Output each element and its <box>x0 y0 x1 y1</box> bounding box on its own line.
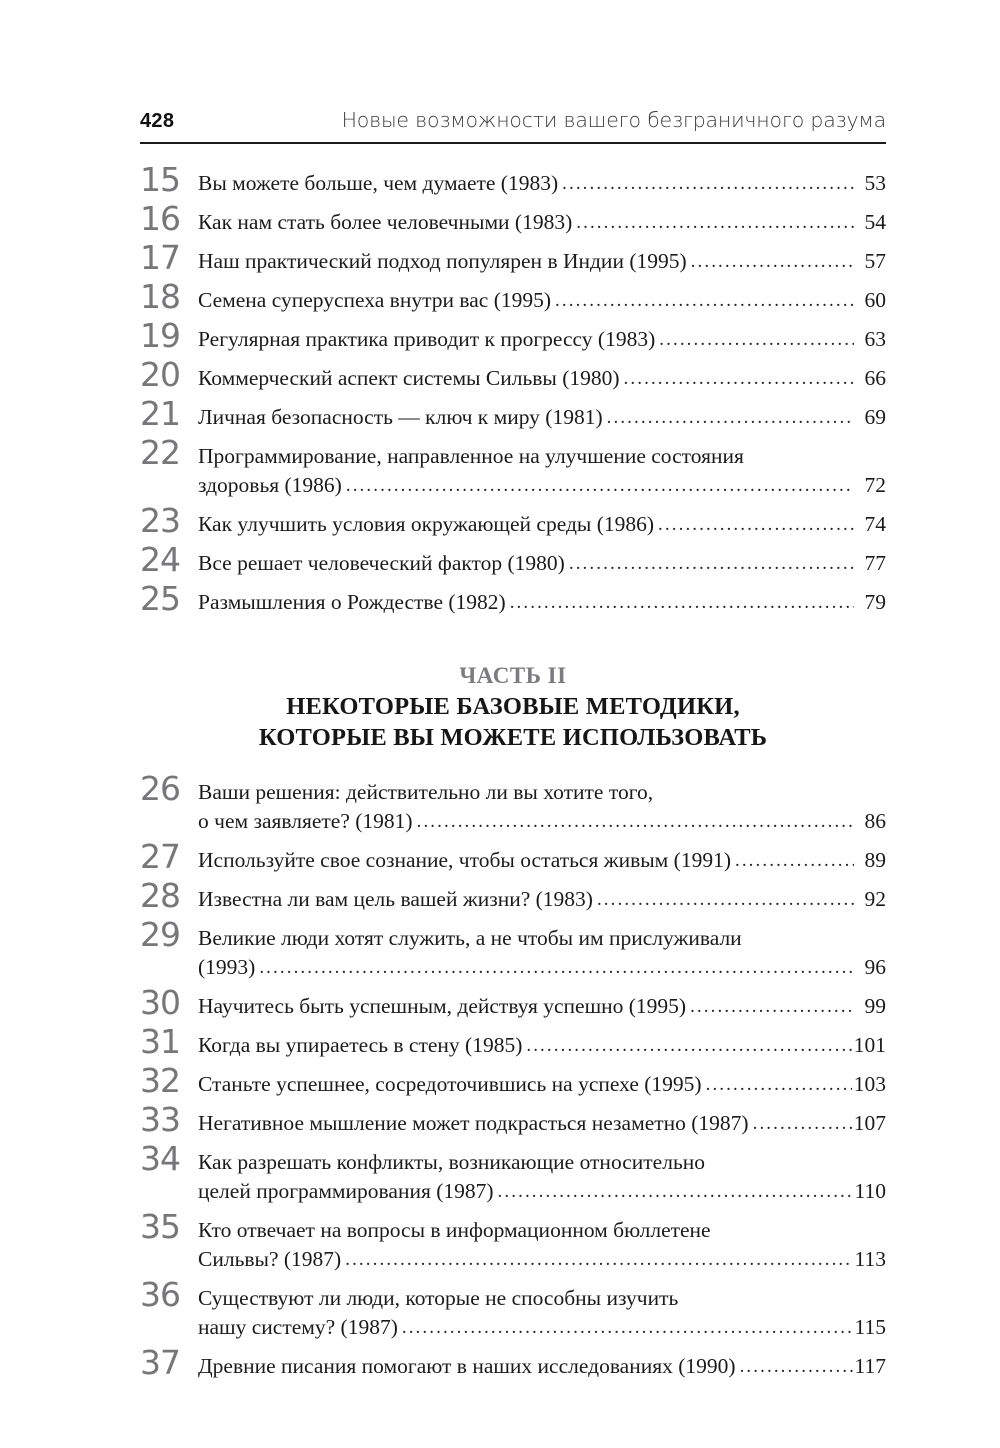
toc-entry-page-number: 115 <box>854 1315 886 1339</box>
toc-entry-body <box>198 917 886 984</box>
toc-entry-title-line <box>198 402 886 434</box>
toc-entry-number: 20 <box>140 355 180 394</box>
dot-leader <box>510 587 854 618</box>
toc-entry-title-line <box>198 363 886 395</box>
toc-entry-number: 27 <box>140 837 180 876</box>
dot-leader <box>659 324 854 355</box>
toc-entry-title-text: Размышления о Рождестве (1982) <box>198 590 506 614</box>
toc-entry-page-number: 60 <box>864 288 886 312</box>
toc-entry-body <box>198 1141 886 1208</box>
toc-entry-page-number: 72 <box>864 473 886 497</box>
toc-entry-number: 22 <box>140 433 180 472</box>
toc-entry-title-text: Известна ли вам цель вашей жизни? (1983) <box>198 887 593 911</box>
toc-entry-title-text: здоровья (1986) <box>198 473 342 497</box>
toc-entry-body <box>198 201 886 239</box>
toc-entry-body <box>198 1024 886 1062</box>
toc-entry-number: 34 <box>140 1139 180 1178</box>
toc-entry-title-continuation <box>198 470 886 502</box>
toc-entry-title-line <box>198 1283 886 1314</box>
toc-entry-body <box>198 435 886 502</box>
toc-entry-title-text: Научитесь быть успешным, действуя успешно (1995) <box>198 994 687 1018</box>
toc-entry-title-text: Кто отвечает на вопросы в информационном бюллетене <box>198 1218 711 1242</box>
toc-entry-title-text: Программирование, направленное на улучшение состояния <box>198 444 744 468</box>
toc-entry-title-line <box>198 324 886 356</box>
toc-entry-page-number: 110 <box>854 1179 886 1203</box>
toc-entry-number: 30 <box>140 983 180 1022</box>
toc-entry[interactable] <box>140 1063 886 1101</box>
part-heading-title-line-2: КОТОРЫЕ ВЫ МОЖЕТЕ ИСПОЛЬЗОВАТЬ <box>258 724 768 751</box>
toc-entry-title-line <box>198 777 886 808</box>
dot-leader <box>345 1244 852 1275</box>
toc-entry-body <box>198 985 886 1023</box>
toc-entry-page-number: 63 <box>864 327 886 351</box>
toc-entry[interactable] <box>140 318 886 356</box>
toc-entry-page-number: 57 <box>864 249 886 273</box>
toc-entry-number: 23 <box>140 501 180 540</box>
toc-entry-number: 21 <box>140 394 180 433</box>
toc-entry-title-line <box>198 991 886 1023</box>
toc-entry-page-number: 66 <box>864 366 886 390</box>
toc-entry-title-line <box>198 168 886 200</box>
page-content <box>140 108 886 1384</box>
toc-entry-number: 28 <box>140 876 180 915</box>
toc-entry-page-number: 117 <box>854 1354 886 1378</box>
toc-entry-title-text: Великие люди хотят служить, а не чтобы им прислуживали <box>198 926 742 950</box>
page-number: 428 <box>140 110 175 132</box>
toc-entry-number: 33 <box>140 1100 180 1139</box>
toc-entry-body <box>198 279 886 317</box>
dot-leader <box>706 1069 852 1100</box>
toc-entry-title-text: Когда вы упираетесь в стену (1985) <box>198 1033 523 1057</box>
toc-entry-title-line <box>198 1030 886 1062</box>
toc-entry-title-line <box>198 845 886 877</box>
toc-entry-title-continuation <box>198 1176 886 1208</box>
toc-entry-body <box>198 318 886 356</box>
toc-entry-title-text: о чем заявляете? (1981) <box>198 809 413 833</box>
toc-list-part-one <box>140 162 886 619</box>
part-heading <box>140 661 886 753</box>
toc-entry[interactable] <box>140 1102 886 1140</box>
toc-entry-title-line <box>198 285 886 317</box>
toc-entry-body <box>198 240 886 278</box>
toc-entry[interactable] <box>140 771 886 838</box>
toc-entry-page-number: 107 <box>853 1111 886 1135</box>
toc-entry[interactable] <box>140 1209 886 1276</box>
toc-entry-body <box>198 503 886 541</box>
toc-entry-number: 35 <box>140 1207 180 1246</box>
toc-entry-title-text: Коммерческий аспект системы Сильвы (1980) <box>198 366 620 390</box>
dot-leader <box>740 1351 853 1382</box>
dot-leader <box>346 470 854 501</box>
toc-entry-title-text: Как улучшить условия окружающей среды (1986) <box>198 512 655 536</box>
toc-entry-title-continuation <box>198 806 886 838</box>
toc-entry-title-line <box>198 1069 886 1101</box>
toc-entry-body <box>198 878 886 916</box>
toc-entry-number: 26 <box>140 769 180 808</box>
toc-entry-page-number: 69 <box>864 405 886 429</box>
toc-entry-page-number: 92 <box>864 887 886 911</box>
dot-leader <box>555 285 854 316</box>
toc-entry[interactable] <box>140 240 886 278</box>
toc-entry-page-number: 96 <box>864 955 886 979</box>
toc-entry-body <box>198 542 886 580</box>
toc-entry-title-text: нашу систему? (1987) <box>198 1315 398 1339</box>
dot-leader <box>624 363 854 394</box>
toc-entry-title-line <box>198 1215 886 1246</box>
toc-entry-body <box>198 1063 886 1101</box>
toc-entry-title-text: Сильвы? (1987) <box>198 1247 342 1271</box>
dot-leader <box>498 1176 853 1207</box>
running-header-title: Новые возможности вашего безграничного разума <box>341 108 886 132</box>
toc-entry[interactable] <box>140 917 886 984</box>
toc-entry-title-line <box>198 884 886 916</box>
toc-entry-body <box>198 839 886 877</box>
toc-entry[interactable] <box>140 435 886 502</box>
toc-entry-page-number: 113 <box>854 1247 886 1271</box>
toc-entry-title-text: Используйте свое сознание, чтобы остаться живым (1991) <box>198 848 731 872</box>
dot-leader <box>576 207 854 238</box>
toc-entry-page-number: 74 <box>864 512 886 536</box>
toc-entry-page-number: 103 <box>853 1072 886 1096</box>
toc-entry-title-text: (1993) <box>198 955 256 979</box>
toc-entry-title-line <box>198 1147 886 1178</box>
toc-entry-title-continuation <box>198 952 886 984</box>
dot-leader <box>526 1030 851 1061</box>
toc-entry[interactable] <box>140 201 886 239</box>
toc-entry-title-text: Как разрешать конфликты, возникающие относительно <box>198 1150 706 1174</box>
toc-entry-number: 31 <box>140 1022 180 1061</box>
toc-entry-title-text: Семена суперуспеха внутри вас (1995) <box>198 288 552 312</box>
header-divider-rule <box>140 142 886 144</box>
dot-leader <box>569 548 854 579</box>
toc-entry-page-number: 53 <box>864 171 886 195</box>
toc-entry-body <box>198 1345 886 1383</box>
running-header <box>140 108 886 138</box>
toc-entry-title-text: Регулярная практика приводит к прогрессу (1983) <box>198 327 656 351</box>
toc-entry[interactable] <box>140 878 886 916</box>
toc-entry[interactable] <box>140 1024 886 1062</box>
toc-entry-title-line <box>198 1108 886 1140</box>
toc-entry-number: 17 <box>140 238 180 277</box>
toc-entry-body <box>198 1102 886 1140</box>
toc-entry-title-continuation <box>198 1312 886 1344</box>
toc-entry[interactable] <box>140 279 886 317</box>
toc-entry-title-text: Личная безопасность — ключ к миру (1981) <box>198 405 603 429</box>
part-heading-label: ЧАСТЬ II <box>459 663 567 688</box>
toc-entry-title-line <box>198 246 886 278</box>
toc-entry-number: 36 <box>140 1275 180 1314</box>
dot-leader <box>691 246 854 277</box>
toc-entry[interactable] <box>140 1345 886 1383</box>
toc-entry-number: 19 <box>140 316 180 355</box>
dot-leader <box>658 509 854 540</box>
toc-entry-number: 18 <box>140 277 180 316</box>
toc-entry[interactable] <box>140 581 886 619</box>
toc-entry-title-text: Древние писания помогают в наших исследованиях (1990) <box>198 1354 736 1378</box>
dot-leader <box>690 991 854 1022</box>
toc-entry-title-line <box>198 1351 886 1383</box>
toc-entry-title-line <box>198 509 886 541</box>
toc-entry-title-line <box>198 207 886 239</box>
toc-entry-title-text: целей программирования (1987) <box>198 1179 494 1203</box>
toc-entry-number: 24 <box>140 540 180 579</box>
dot-leader <box>753 1108 852 1139</box>
toc-entry-number: 37 <box>140 1343 180 1382</box>
toc-entry-title-text: Вы можете больше, чем думаете (1983) <box>198 171 559 195</box>
toc-entry-title-continuation <box>198 1244 886 1276</box>
toc-entry[interactable] <box>140 1277 886 1344</box>
dot-leader <box>562 168 854 199</box>
toc-entry-number: 15 <box>140 160 180 199</box>
toc-entry-title-text: Существуют ли люди, которые не способны изучить <box>198 1286 679 1310</box>
dot-leader <box>735 845 854 876</box>
toc-entry-number: 32 <box>140 1061 180 1100</box>
toc-entry-title-text: Станьте успешнее, сосредоточившись на успехе (1995) <box>198 1072 702 1096</box>
toc-entry-title-text: Наш практический подход популярен в Индии (1995) <box>198 249 687 273</box>
toc-entry-body <box>198 1277 886 1344</box>
toc-entry-body <box>198 357 886 395</box>
dot-leader <box>417 806 854 837</box>
toc-entry-title-text: Все решает человеческий фактор (1980) <box>198 551 565 575</box>
toc-entry-body <box>198 771 886 838</box>
toc-entry[interactable] <box>140 396 886 434</box>
toc-list-part-two <box>140 771 886 1383</box>
toc-entry-title-text: Как нам стать более человечными (1983) <box>198 210 573 234</box>
toc-entry[interactable] <box>140 542 886 580</box>
toc-entry[interactable] <box>140 985 886 1023</box>
toc-entry-title-text: Ваши решения: действительно ли вы хотите того, <box>198 780 654 804</box>
toc-entry-title-text: Негативное мышление может подкрасться незаметно (1987) <box>198 1111 749 1135</box>
toc-entry-body <box>198 1209 886 1276</box>
dot-leader <box>597 884 854 915</box>
toc-entry[interactable] <box>140 357 886 395</box>
dot-leader <box>607 402 854 433</box>
toc-entry-title-line <box>198 441 886 472</box>
toc-entry-number: 16 <box>140 199 180 238</box>
toc-entry-title-line <box>198 923 886 954</box>
toc-entry-body <box>198 581 886 619</box>
toc-entry-page-number: 86 <box>864 809 886 833</box>
part-heading-title-line-1: НЕКОТОРЫЕ БАЗОВЫЕ МЕТОДИКИ, <box>286 693 740 720</box>
dot-leader <box>402 1312 853 1343</box>
toc-entry-page-number: 99 <box>864 994 886 1018</box>
toc-entry-page-number: 79 <box>864 590 886 614</box>
toc-entry-page-number: 77 <box>864 551 886 575</box>
toc-entry-body <box>198 396 886 434</box>
toc-entry[interactable] <box>140 1141 886 1208</box>
toc-entry[interactable] <box>140 503 886 541</box>
toc-entry[interactable] <box>140 162 886 200</box>
toc-entry-title-line <box>198 587 886 619</box>
toc-entry-page-number: 89 <box>864 848 886 872</box>
toc-entry[interactable] <box>140 839 886 877</box>
toc-entry-page-number: 101 <box>853 1033 886 1057</box>
toc-entry-page-number: 54 <box>864 210 886 234</box>
toc-entry-number: 25 <box>140 579 180 618</box>
dot-leader <box>259 952 854 983</box>
toc-entry-body <box>198 162 886 200</box>
toc-entry-title-line <box>198 548 886 580</box>
toc-entry-number: 29 <box>140 915 180 954</box>
